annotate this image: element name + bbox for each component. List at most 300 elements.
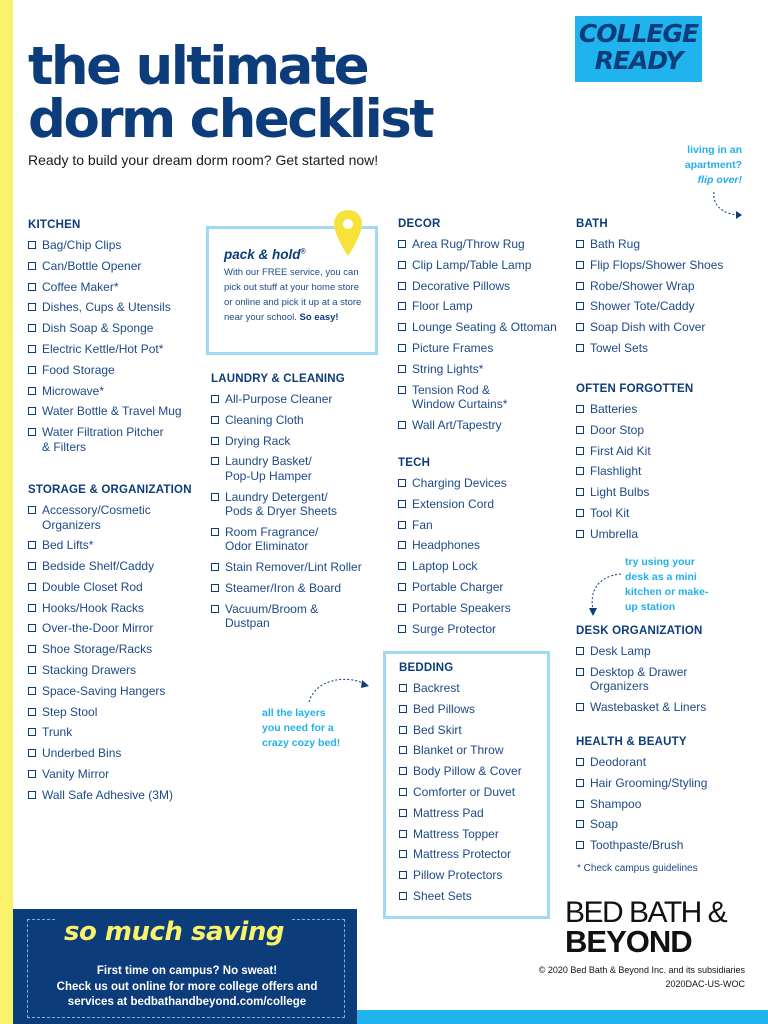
checklist-item [28,642,203,657]
checklist-item-label: Batteries [590,402,638,416]
checkbox[interactable] [28,262,36,270]
checklist-item [28,538,203,553]
section-title-bedding: BEDDING [399,662,454,674]
checklist-item [28,621,203,636]
checkbox[interactable] [398,500,406,508]
checkbox[interactable] [576,302,584,310]
checklist-item [399,681,547,696]
checklist-item [576,755,756,770]
checklist-item [576,506,756,521]
checklist-item [576,485,756,500]
checklist-item [398,601,573,616]
checkbox[interactable] [576,703,584,711]
checkbox[interactable] [28,687,36,695]
checklist-item-label: Area Rug/Throw Rug [412,237,525,251]
checklist-item [576,817,756,832]
checklist-item-label: Shower Tote/Caddy [590,299,695,314]
storage-section [28,484,203,809]
kitchen-section [28,219,203,460]
checklist-item-label: Robe/Shower Wrap [590,278,695,293]
checklist-item-label: Microwave* [42,383,105,398]
checklist-item [28,280,203,295]
checklist-item-label: Bag/Chip Clips [42,238,122,252]
checklist-item-label: Room Fragrance/ Odor Eliminator [225,524,319,554]
checklist-item-label: Picture Frames [412,340,494,355]
checkbox[interactable] [211,395,219,403]
checklist-item [576,527,756,542]
checkbox[interactable] [576,779,584,787]
checklist-item [28,342,203,357]
checklist-item [28,321,203,336]
checkbox[interactable] [576,509,584,517]
section-title-storage: STORAGE & ORGANIZATION [28,484,192,496]
checkbox[interactable] [28,541,36,549]
checkbox[interactable] [576,344,584,352]
checklist-item-label: Body Pillow & Cover [413,764,522,779]
checklist-item [28,788,203,803]
checklist-item-label: Lounge Seating & Ottoman [412,320,557,335]
title-line-2: dorm checklist [28,89,433,150]
checkbox[interactable] [28,303,36,311]
checkbox[interactable] [576,447,584,455]
checklist-item-label: Electric Kettle/Hot Pot* [42,341,164,356]
desk-note-line-3: kitchen or make- [625,586,709,598]
checkbox[interactable] [211,493,219,501]
checklist-item [398,279,573,294]
checklist-item [28,259,203,274]
checkbox[interactable] [28,708,36,716]
checklist-item-label: Surge Protector [412,621,497,636]
decor-section [398,218,573,439]
checkbox[interactable] [28,624,36,632]
savings-dashed-frame [27,919,345,1018]
checklist-item [398,476,573,491]
checklist-item [576,444,756,459]
checkbox[interactable] [398,323,406,331]
checklist-item [398,622,573,637]
campus-guidelines-footnote: * Check campus guidelines [577,863,698,874]
checklist-item-label: Step Stool [42,704,98,719]
checklist-item [28,725,203,740]
checklist-item [28,425,203,454]
checklist-item [211,581,386,596]
section-title-decor: DECOR [398,218,441,230]
savings-banner [13,909,357,1024]
checklist-item [576,644,756,659]
checklist-item [398,383,573,412]
checklist [28,238,203,454]
location-pin-icon [332,208,364,260]
subtitle: Ready to build your dream dorm room? Get started now! [28,152,379,168]
checkbox[interactable] [576,530,584,538]
tech-section [398,457,573,642]
checkbox[interactable] [576,261,584,269]
checklist [28,503,203,802]
dashed-arrow-icon [305,672,375,706]
checkbox[interactable] [399,767,407,775]
checklist-item-label: Backrest [413,681,460,695]
checklist-item-label: Light Bulbs [590,485,650,500]
checkbox[interactable] [399,684,407,692]
yellow-side-stripe [0,0,13,1024]
checklist-item-label: Soap [590,817,619,832]
section-title-often-forgotten: OFTEN FORGOTTEN [576,383,694,395]
section-title-health: HEALTH & BEAUTY [576,736,687,748]
checkbox[interactable] [28,324,36,332]
checkbox[interactable] [576,282,584,290]
bottom-accent-bar [357,1010,768,1024]
checklist-item [398,538,573,553]
often-forgotten-section [576,383,756,548]
checklist-item [576,237,756,252]
checklist-item [398,580,573,595]
checkbox[interactable] [576,758,584,766]
checklist-item-label: Hair Grooming/Styling [590,775,708,790]
checklist-item-label: Laptop Lock [412,559,478,574]
checklist-item [28,746,203,761]
checklist-item-label: Bath Rug [590,237,641,251]
page-title [28,36,433,150]
checklist-item-label: Tool Kit [590,505,630,520]
checklist-item [399,702,547,717]
checklist-item-label: Wastebasket & Liners [590,700,707,715]
checklist-item [28,601,203,616]
title-line-1: the ultimate [28,36,368,97]
pack-hold-text [224,265,365,325]
checklist-item [398,341,573,356]
checkbox[interactable] [398,302,406,310]
dashed-arrow-icon [585,570,625,620]
checklist-item-label: Water Bottle & Travel Mug [42,404,182,419]
checkbox[interactable] [28,283,36,291]
checklist [576,237,756,355]
savings-title: so much saving [56,917,292,947]
checkbox[interactable] [576,426,584,434]
registered-mark: ® [300,248,306,256]
layers-note-line-3: crazy cozy bed! [262,737,341,749]
checkbox[interactable] [399,726,407,734]
checklist-item-label: Stain Remover/Lint Roller [225,560,362,575]
checkbox[interactable] [399,809,407,817]
checklist-item-label: Drying Rack [225,433,291,448]
checklist-item [399,827,547,842]
checklist-item-label: Flashlight [590,464,642,479]
checkbox[interactable] [576,841,584,849]
checklist-item-label: Mattress Pad [413,805,484,820]
checklist-item [576,299,756,314]
pack-hold-body: With our FREE service, you can pick out stuff at your home store or online and pick it up at a store near your school. [224,267,362,323]
checklist [576,644,756,715]
checklist-item [399,743,547,758]
checklist-item [28,705,203,720]
checklist-item [399,723,547,738]
checklist-item [576,320,756,335]
checkbox[interactable] [398,240,406,248]
checklist-item [576,776,756,791]
checkbox[interactable] [398,365,406,373]
checklist-item-label: Pillow Protectors [413,868,503,883]
checklist-item-label: Floor Lamp [412,299,473,314]
checkbox[interactable] [576,647,584,655]
checkbox[interactable] [28,583,36,591]
checkbox[interactable] [399,705,407,713]
checkbox[interactable] [28,666,36,674]
checklist-item-label: Water Filtration Pitcher & Filters [42,425,164,454]
checkbox[interactable] [576,240,584,248]
savings-line-2: Check us out online for more college offers and [56,980,318,993]
checklist-item-label: String Lights* [412,361,484,376]
checklist-item [398,237,573,252]
checkbox[interactable] [398,261,406,269]
checkbox[interactable] [28,241,36,249]
health-beauty-section [576,736,756,859]
copyright-text: © 2020 Bed Bath & Beyond Inc. and its subsidiaries [538,965,745,975]
checklist-item-label: Sheet Sets [413,888,472,903]
checkbox[interactable] [211,528,219,536]
checklist-item [576,402,756,417]
layers-note [262,706,340,751]
logo-line-1: BED BATH & [565,896,727,929]
checklist [576,755,756,853]
checklist-item-label: Shoe Storage/Racks [42,642,153,657]
checklist-item [28,503,203,532]
checkbox[interactable] [398,521,406,529]
checklist-item [399,868,547,883]
checklist-item [211,525,386,554]
checklist-item [211,490,386,519]
checklist-item [399,764,547,779]
checklist-item [576,838,756,853]
logo-line-2: BEYOND [565,924,692,959]
section-title-kitchen: KITCHEN [28,219,81,231]
checklist-item-label: Cleaning Cloth [225,412,304,427]
checklist-item-label: Tension Rod & Window Curtains* [412,382,508,412]
pack-hold-title-text: pack & hold [224,247,301,262]
checkbox[interactable] [211,416,219,424]
checklist-item-label: Portable Speakers [412,600,511,615]
checklist-item-label: Vanity Mirror [42,767,110,782]
desk-organization-section [576,625,756,721]
checklist-item-label: Trunk [42,725,73,740]
checkbox[interactable] [399,746,407,754]
checklist-item [28,384,203,399]
checklist [398,237,573,432]
section-title-laundry: LAUNDRY & CLEANING [211,373,345,385]
checklist-item-label: All-Purpose Cleaner [225,392,333,406]
checklist-item-label: Dishes, Cups & Utensils [42,300,171,315]
desk-note-line-1: try using your [625,556,696,568]
checkbox[interactable] [576,323,584,331]
checkbox[interactable] [398,562,406,570]
checklist-item-label: Extension Cord [412,496,495,511]
checkbox[interactable] [576,668,584,676]
checklist-item-label: Soap Dish with Cover [590,320,706,335]
checkbox[interactable] [398,604,406,612]
section-title-bath: BATH [576,218,608,230]
checkbox[interactable] [28,749,36,757]
checkbox[interactable] [211,457,219,465]
checkbox[interactable] [28,770,36,778]
checklist-item [398,418,573,433]
checkbox[interactable] [28,366,36,374]
checklist-item [399,785,547,800]
checkbox[interactable] [398,625,406,633]
savings-line-1: First time on campus? No sweat! [96,965,278,977]
desk-note-line-4: up station [625,601,676,613]
checklist-item-label: First Aid Kit [590,443,651,458]
checkbox[interactable] [399,830,407,838]
checklist-item [399,847,547,862]
checklist-item [398,497,573,512]
checklist-item-label: Accessory/Cosmetic Organizers [42,503,151,532]
checklist-item-label: Food Storage [42,362,115,377]
checklist-item-label: Dish Soap & Sponge [42,321,154,336]
checklist-item-label: Wall Safe Adhesive (3M) [42,787,173,802]
section-title-desk: DESK ORGANIZATION [576,625,703,637]
checklist-item [398,299,573,314]
checklist-item [398,559,573,574]
bedding-box [383,651,550,919]
checkbox[interactable] [576,405,584,413]
checklist-item [399,806,547,821]
checkbox[interactable] [211,605,219,613]
checklist-item-label: Mattress Protector [413,847,512,862]
checklist-item [28,404,203,419]
checkbox[interactable] [398,583,406,591]
desk-note-line-2: desk as a mini [625,571,697,583]
checkbox[interactable] [398,386,406,394]
layers-note-line-2: you need for a [262,722,334,734]
checklist-item-label: Steamer/Iron & Board [225,581,342,596]
checklist-item [211,413,386,428]
checklist-item-label: Laundry Basket/ Pop-Up Hamper [225,454,312,483]
checkbox[interactable] [399,788,407,796]
college-ready-badge [575,16,702,82]
apartment-note-line-2: apartment? [684,159,742,171]
checkbox[interactable] [398,479,406,487]
checklist-item [576,464,756,479]
checklist-item-label: Fan [412,517,433,532]
checklist-item [576,665,756,694]
checkbox[interactable] [28,387,36,395]
checklist-item [211,560,386,575]
checkbox[interactable] [28,562,36,570]
checklist-item-label: Toothpaste/Brush [590,838,684,853]
checkbox[interactable] [28,728,36,736]
checklist-item-label: Mattress Topper [413,826,499,841]
checklist-item [576,341,756,356]
checklist-item-label: Umbrella [590,526,639,541]
checklist-item [211,392,386,407]
checklist-item [28,580,203,595]
checkbox[interactable] [399,871,407,879]
checkbox[interactable] [28,645,36,653]
checklist-item-label: Laundry Detergent/ Pods & Dryer Sheets [225,489,338,519]
checklist-item-label: Coffee Maker* [42,279,119,294]
checklist-item-label: Decorative Pillows [412,278,511,293]
checklist [398,476,573,636]
checklist-item-label: Double Closet Rod [42,579,143,594]
checklist-item-label: Flip Flops/Shower Shoes [590,257,724,272]
checkbox[interactable] [398,344,406,352]
checklist-item [211,602,386,631]
checklist [576,402,756,541]
checkbox[interactable] [28,506,36,514]
checkbox[interactable] [211,437,219,445]
checklist-item-label: Bed Lifts* [42,538,94,553]
apartment-note-line-1: living in an [687,144,742,156]
checkbox[interactable] [576,800,584,808]
checklist-item-label: Hooks/Hook Racks [42,600,145,615]
layers-note-line-1: all the layers [262,707,326,719]
checkbox[interactable] [211,563,219,571]
desk-note [625,555,708,615]
checklist-item-label: Bed Skirt [413,722,462,737]
checkbox[interactable] [576,488,584,496]
checkbox[interactable] [28,604,36,612]
checkbox[interactable] [398,421,406,429]
checklist-item-label: Shampoo [590,796,642,811]
checklist-item-label: Bed Pillows [413,701,476,716]
checkbox[interactable] [211,584,219,592]
copyright [539,963,745,991]
apartment-note-line-3: flip over! [697,174,742,186]
checkbox[interactable] [28,791,36,799]
checkbox[interactable] [398,541,406,549]
apartment-note [668,143,742,188]
checkbox[interactable] [398,282,406,290]
section-title-tech: TECH [398,457,431,469]
checkbox[interactable] [28,407,36,415]
checklist-item [576,797,756,812]
checklist-item-label: Space-Saving Hangers [42,683,166,698]
checklist-item-label: Desktop & Drawer Organizers [590,664,688,694]
checklist-item-label: Towel Sets [590,340,649,355]
checklist-item-label: Stacking Drawers [42,663,137,678]
checklist-item [28,363,203,378]
savings-text [28,964,346,1011]
checklist-item [399,889,547,904]
checklist-item [211,454,386,483]
bed-bath-beyond-logo [565,896,727,959]
checklist-item-label: Vacuum/Broom & Dustpan [225,601,319,631]
checkbox[interactable] [28,345,36,353]
checklist [211,392,386,631]
checkbox[interactable] [399,892,407,900]
checkbox[interactable] [399,850,407,858]
checklist-item-label: Wall Art/Tapestry [412,417,502,432]
checkbox[interactable] [576,820,584,828]
checklist-item [28,559,203,574]
checklist-item-label: Clip Lamp/Table Lamp [412,257,532,272]
checklist-item [28,767,203,782]
checkbox[interactable] [28,428,36,436]
checklist-item-label: Charging Devices [412,476,507,490]
checklist-item [28,663,203,678]
document-code: 2020DAC-US-WOC [665,979,745,989]
checklist-item-label: Deodorant [590,755,647,769]
checklist-item [211,434,386,449]
checklist-item [398,362,573,377]
checklist-item-label: Headphones [412,538,481,553]
checklist-item [398,518,573,533]
checklist-item-label: Bedside Shelf/Caddy [42,559,155,574]
savings-line-3: services at bedbathandbeyond.com/college [67,996,307,1008]
checkbox[interactable] [576,467,584,475]
checklist-item-label: Underbed Bins [42,746,122,761]
checklist-item-label: Door Stop [590,422,645,437]
checklist-item [576,279,756,294]
